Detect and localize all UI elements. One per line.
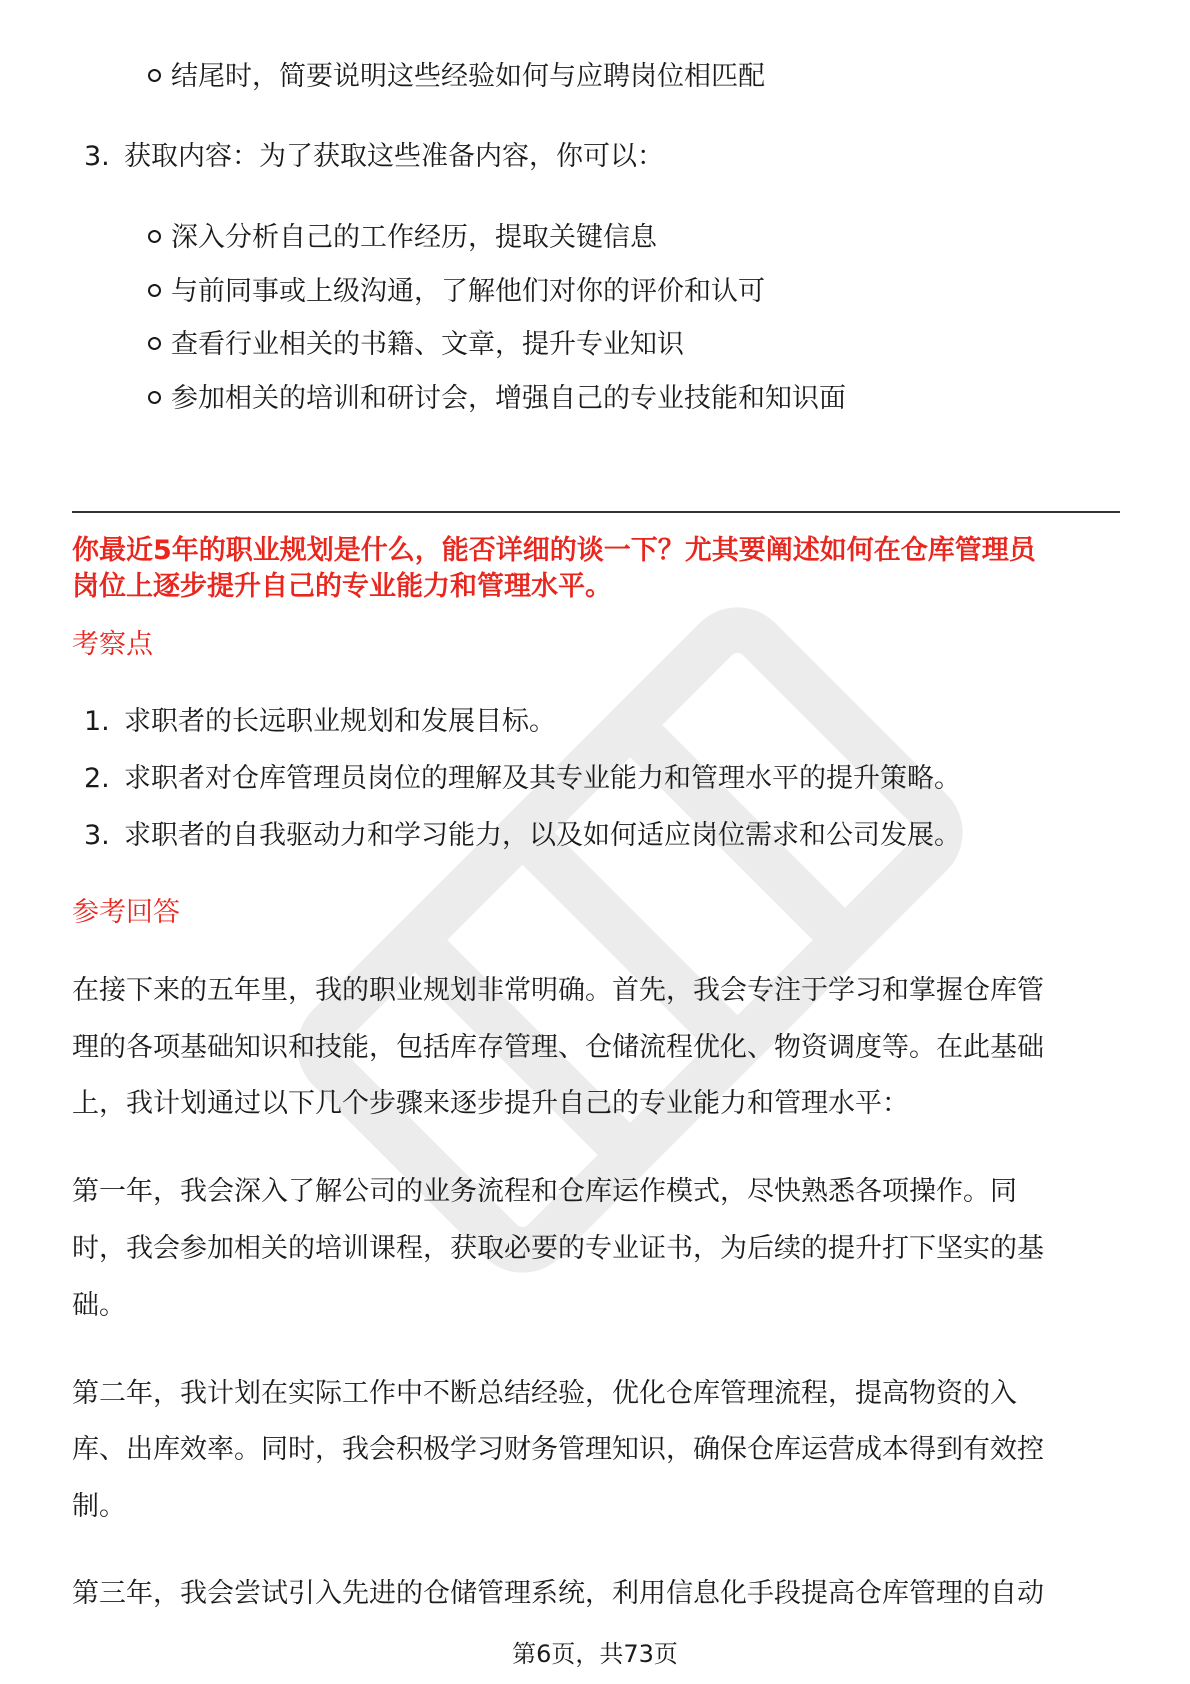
section-title-examine: 考察点: [72, 629, 153, 660]
circle-bullet-icon: [148, 69, 161, 82]
list-item: 参加相关的培训和研讨会，增强自己的专业技能和知识面: [148, 381, 846, 417]
question-heading: 你最近5年的职业规划是什么，能否详细的谈一下？尤其要阐述如何在仓库管理员: [72, 535, 1036, 566]
numbered-item: 3. 求职者的自我驱动力和学习能力，以及如何适应岗位需求和公司发展。: [84, 820, 961, 851]
section-title-answer: 参考回答: [72, 897, 180, 928]
circle-bullet-icon: [148, 230, 161, 243]
list-item: 深入分析自己的工作经历，提取关键信息: [148, 220, 657, 256]
paragraph-line: 库、出库效率。同时，我会积极学习财务管理知识，确保仓库运营成本得到有效控: [72, 1434, 1044, 1465]
question-heading-cont: 岗位上逐步提升自己的专业能力和管理水平。: [72, 571, 612, 602]
paragraph-line: 时，我会参加相关的培训课程，获取必要的专业证书，为后续的提升打下坚实的基: [72, 1233, 1044, 1264]
list-item: 结尾时，简要说明这些经验如何与应聘岗位相匹配: [148, 59, 765, 95]
paragraph-line: 上，我计划通过以下几个步骤来逐步提升自己的专业能力和管理水平：: [72, 1088, 909, 1119]
paragraph-line: 第一年，我会深入了解公司的业务流程和仓库运作模式，尽快熟悉各项操作。同: [72, 1176, 1017, 1207]
paragraph-line: 理的各项基础知识和技能，包括库存管理、仓储流程优化、物资调度等。在此基础: [72, 1032, 1044, 1063]
list-item: 与前同事或上级沟通，了解他们对你的评价和认可: [148, 274, 765, 310]
paragraph-line: 础。: [72, 1290, 126, 1321]
list-item: 查看行业相关的书籍、文章，提升专业知识: [148, 327, 684, 363]
numbered-item: 1. 求职者的长远职业规划和发展目标。: [84, 706, 556, 737]
page-number: 第6页，共73页: [512, 1640, 678, 1668]
circle-bullet-icon: [148, 391, 161, 404]
paragraph-line: 在接下来的五年里，我的职业规划非常明确。首先，我会专注于学习和掌握仓库管: [72, 975, 1044, 1006]
numbered-item: 2. 求职者对仓库管理员岗位的理解及其专业能力和管理水平的提升策略。: [84, 763, 961, 794]
numbered-item: 3. 获取内容：为了获取这些准备内容，你可以：: [84, 141, 664, 172]
circle-bullet-icon: [148, 337, 161, 350]
paragraph-line: 制。: [72, 1491, 126, 1522]
paragraph-line: 第二年，我计划在实际工作中不断总结经验，优化仓库管理流程，提高物资的入: [72, 1378, 1017, 1409]
circle-bullet-icon: [148, 284, 161, 297]
paragraph-line: 第三年，我会尝试引入先进的仓储管理系统，利用信息化手段提高仓库管理的自动: [72, 1578, 1044, 1609]
section-divider: [72, 511, 1120, 513]
